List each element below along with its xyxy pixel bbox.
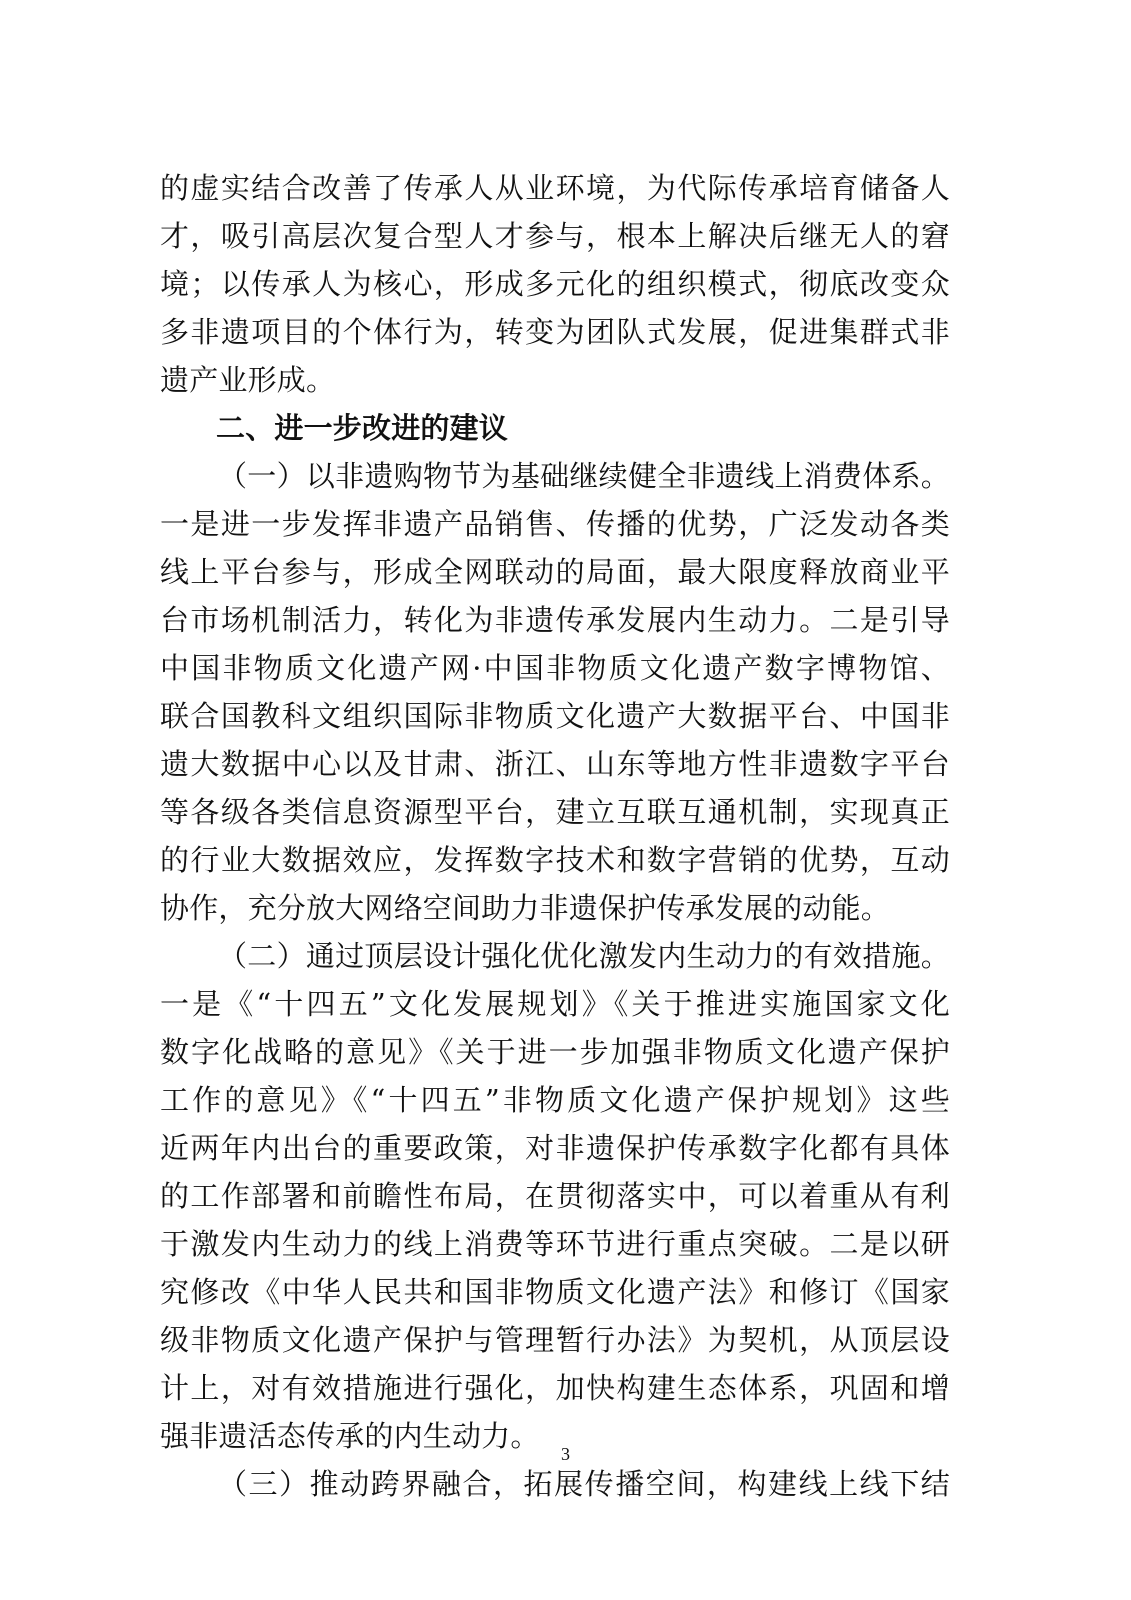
paragraph-line: 的工作部署和前瞻性布局，在贯彻落实中，可以着重从有利 [160, 1179, 950, 1213]
paragraph-line: 中国非物质文化遗产网·中国非物质文化遗产数字博物馆、 [160, 651, 950, 685]
section-heading: 二、进一步改进的建议 [216, 411, 509, 445]
paragraph-line: 的虚实结合改善了传承人从业环境，为代际传承培育储备人 [160, 171, 950, 205]
paragraph-line: 才，吸引高层次复合型人才参与，根本上解决后继无人的窘 [160, 219, 950, 253]
paragraph-line: 遗产业形成。 [160, 363, 336, 397]
paragraph-line: 多非遗项目的个体行为，转变为团队式发展，促进集群式非 [160, 315, 950, 349]
paragraph-line: 境；以传承人为核心，形成多元化的组织模式，彻底改变众 [160, 267, 950, 301]
subsection-heading-line: （二）通过顶层设计强化优化激发内生动力的有效措施。 [218, 939, 950, 973]
paragraph-line: 的行业大数据效应，发挥数字技术和数字营销的优势，互动 [160, 843, 950, 877]
paragraph-line: 一是进一步发挥非遗产品销售、传播的优势，广泛发动各类 [160, 507, 950, 541]
paragraph-line: 于激发内生动力的线上消费等环节进行重点突破。二是以研 [160, 1227, 950, 1261]
paragraph-line: 近两年内出台的重要政策，对非遗保护传承数字化都有具体 [160, 1131, 950, 1165]
paragraph-line: 线上平台参与，形成全网联动的局面，最大限度释放商业平 [160, 555, 950, 589]
subsection-heading-line: （一）以非遗购物节为基础继续健全非遗线上消费体系。 [218, 459, 950, 493]
paragraph-line: 协作，充分放大网络空间助力非遗保护传承发展的动能。 [160, 891, 891, 925]
page-number: 3 [561, 1444, 570, 1464]
paragraph-line: 遗大数据中心以及甘肃、浙江、山东等地方性非遗数字平台 [160, 747, 950, 781]
paragraph-line: 计上，对有效措施进行强化，加快构建生态体系，巩固和增 [160, 1371, 950, 1405]
paragraph-line: 级非物质文化遗产保护与管理暂行办法》为契机，从顶层设 [160, 1323, 950, 1357]
paragraph-line: 数字化战略的意见》《关于进一步加强非物质文化遗产保护 [160, 1035, 950, 1069]
paragraph-line: 究修改《中华人民共和国非物质文化遗产法》和修订《国家 [160, 1275, 950, 1309]
subsection-heading-line: （三）推动跨界融合，拓展传播空间，构建线上线下结 [218, 1467, 950, 1501]
paragraph-line: 一是《“十四五”文化发展规划》《关于推进实施国家文化 [160, 987, 950, 1021]
paragraph-line: 等各级各类信息资源型平台，建立互联互通机制，实现真正 [160, 795, 950, 829]
paragraph-line: 工作的意见》《“十四五”非物质文化遗产保护规划》这些 [160, 1083, 950, 1117]
paragraph-line: 台市场机制活力，转化为非遗传承发展内生动力。二是引导 [160, 603, 950, 637]
body-text [160, 164, 950, 1508]
paragraph-line: 强非遗活态传承的内生动力。 [160, 1419, 540, 1453]
paragraph-line: 联合国教科文组织国际非物质文化遗产大数据平台、中国非 [160, 699, 950, 733]
